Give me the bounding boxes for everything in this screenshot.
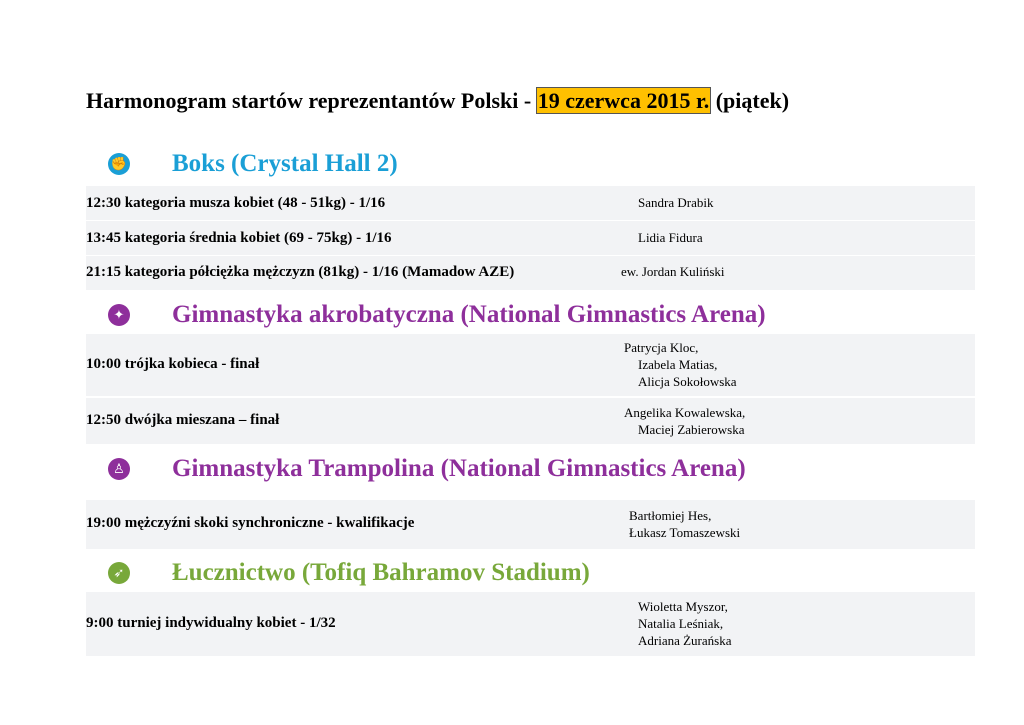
athlete-name: Natalia Leśniak,	[638, 616, 724, 631]
title-suffix: (piątek)	[710, 88, 790, 113]
table-row	[86, 592, 975, 656]
event-label: 13:45 kategoria średnia kobiet (69 - 75kg) - 1/16	[86, 230, 392, 246]
athlete-name: Maciej Zabierowska	[638, 422, 745, 437]
event-label: 10:00 trójka kobieca - finał	[86, 356, 260, 372]
acrobatic-gymnastics-icon: ✦	[108, 304, 130, 326]
table-row	[86, 186, 975, 220]
athletes-list	[638, 229, 703, 246]
title-date-highlight: 19 czerwca 2015 r.	[537, 88, 710, 113]
athlete-name: Alicja Sokołowska	[638, 374, 737, 389]
section-title: Gimnastyka Trampolina (National Gimnastics Arena)	[172, 455, 746, 482]
trampoline-icon: ♙	[108, 458, 130, 480]
athletes-list	[629, 507, 740, 541]
athlete-name: ew. Jordan Kuliński	[621, 264, 725, 279]
event-label: 9:00 turniej indywidualny kobiet - 1/32	[86, 615, 336, 631]
title-prefix: Harmonogram startów reprezentantów Polski -	[86, 88, 537, 113]
athletes-list	[638, 194, 713, 211]
athlete-name: Adriana Żurańska	[638, 633, 732, 648]
athletes-list	[621, 263, 725, 280]
athlete-name: Łukasz Tomaszewski	[629, 525, 741, 540]
section-trampolina-header	[108, 452, 746, 486]
athlete-name: Wioletta Myszor,	[638, 599, 728, 614]
table-row	[86, 398, 975, 444]
event-label: 12:30 kategoria musza kobiet (48 - 51kg) - 1/16	[86, 195, 386, 211]
section-title: Boks (Crystal Hall 2)	[172, 150, 398, 177]
athletes-list	[624, 339, 737, 390]
section-lucznictwo-header	[108, 556, 590, 590]
archery-icon: ➶	[108, 562, 130, 584]
athletes-list	[624, 404, 745, 438]
boxing-icon: ✊	[108, 153, 130, 175]
athlete-name: Patrycja Kloc,	[624, 340, 699, 355]
table-row	[86, 256, 975, 290]
athlete-name: Izabela Matias,	[638, 357, 718, 372]
table-row	[86, 500, 975, 549]
athlete-name: Bartłomiej Hes,	[629, 508, 712, 523]
section-title: Gimnastyka akrobatyczna (National Gimnastics Arena)	[172, 301, 766, 328]
athlete-name: Angelika Kowalewska,	[624, 405, 746, 420]
section-akro-header	[108, 298, 766, 332]
athlete-name: Sandra Drabik	[638, 195, 714, 210]
event-label: 12:50 dwójka mieszana – finał	[86, 412, 280, 428]
table-row	[86, 221, 975, 255]
athletes-list	[638, 598, 732, 649]
table-row	[86, 334, 975, 396]
athlete-name: Lidia Fidura	[638, 230, 703, 245]
event-label: 19:00 mężczyźni skoki synchroniczne - kwalifikacje	[86, 515, 415, 531]
section-boks-header	[108, 147, 398, 181]
section-title: Łucznictwo (Tofiq Bahramov Stadium)	[172, 559, 590, 586]
page-title	[86, 86, 789, 116]
event-label: 21:15 kategoria półciężka mężczyzn (81kg) - 1/16 (Mamadow AZE)	[86, 264, 515, 280]
